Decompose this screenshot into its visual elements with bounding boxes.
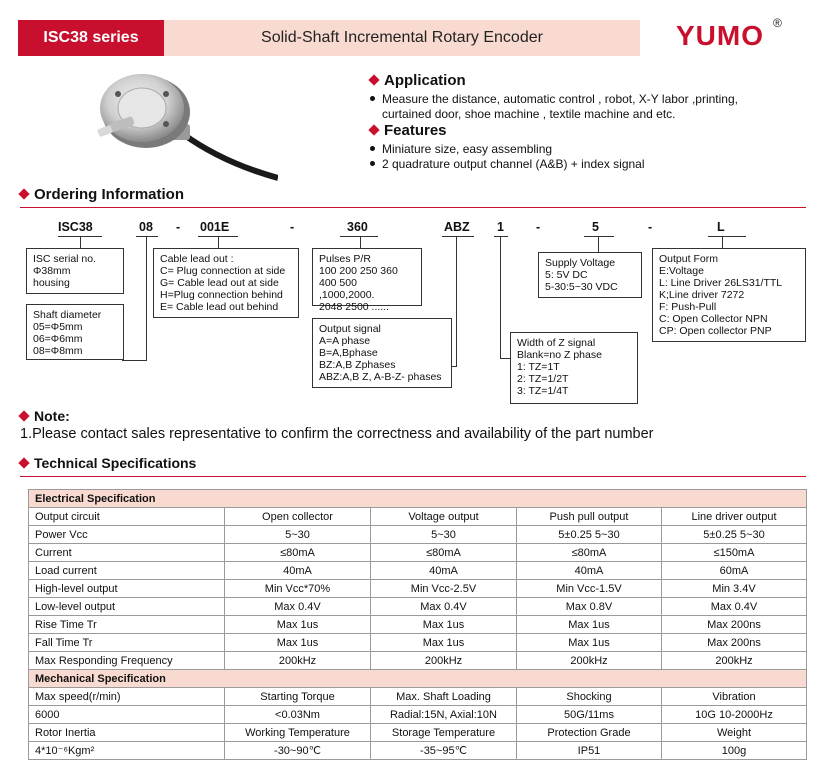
spec-value-cell: Max 0.8V [517, 598, 662, 616]
spec-value-cell: Weight [662, 724, 807, 742]
spec-label-cell: Max speed(r/min) [29, 688, 225, 706]
spec-value-cell: Max 0.4V [371, 598, 517, 616]
connector-line [494, 236, 508, 237]
page-title: Solid-Shaft Incremental Rotary Encoder [261, 29, 543, 46]
feature-item: Miniature size, easy assembling [370, 142, 552, 157]
connector-line [218, 236, 219, 248]
spec-value-cell: 200kHz [662, 652, 807, 670]
spec-label-cell: High-level output [29, 580, 225, 598]
spec-row [29, 724, 807, 742]
connector-line [500, 236, 501, 358]
cable-lead-out-box: Cable lead out : C= Plug connection at side G= Cable lead out at side H=Plug connection behind E= Cable lead out behind [153, 248, 299, 318]
spec-value-cell: -30~90℃ [225, 742, 371, 760]
connector-line [708, 236, 746, 237]
spec-value-cell: Max 200ns [662, 634, 807, 652]
code-output-signal: ABZ [444, 220, 470, 234]
connector-line [122, 360, 147, 361]
spec-value-cell: 5~30 [225, 526, 371, 544]
connector-line [598, 236, 599, 252]
tech-spec-heading: Technical Specifications [20, 455, 196, 471]
spec-row [29, 706, 807, 724]
registered-mark: ® [773, 16, 782, 30]
spec-value-cell: -35~95℃ [371, 742, 517, 760]
application-item: curtained door, shoe machine , textile machine and etc. [382, 107, 676, 121]
spec-value-cell: 5~30 [371, 526, 517, 544]
spec-label-cell: 6000 [29, 706, 225, 724]
ordering-heading: Ordering Information [20, 186, 184, 203]
spec-label-cell: 4*10⁻⁶Kgm² [29, 742, 225, 760]
section-divider [20, 207, 806, 208]
spec-row [29, 562, 807, 580]
shaft-diameter-box: Shaft diameter 05=Φ5mm 06=Φ6mm 08=Φ8mm [26, 304, 124, 360]
spec-row [29, 742, 807, 760]
spec-value-cell: 50G/11ms [517, 706, 662, 724]
code-dash: - [176, 220, 181, 234]
encoder-product-image [88, 72, 278, 184]
spec-label-cell: Max Responding Frequency [29, 652, 225, 670]
spec-value-cell: Radial:15N, Axial:10N [371, 706, 517, 724]
mechanical-section-header: Mechanical Specification [29, 670, 807, 688]
spec-value-cell: ≤150mA [662, 544, 807, 562]
spec-value-cell: Starting Torque [225, 688, 371, 706]
connector-line [442, 236, 474, 237]
spec-value-cell: 60mA [662, 562, 807, 580]
spec-value-cell: 200kHz [371, 652, 517, 670]
spec-value-cell: Max 1us [517, 616, 662, 634]
spec-row [29, 688, 807, 706]
spec-value-cell: Max 1us [225, 634, 371, 652]
spec-value-cell: Line driver output [662, 508, 807, 526]
code-dash: - [648, 220, 653, 234]
brand-logo: YUMO [676, 20, 764, 51]
spec-value-cell: ≤80mA [371, 544, 517, 562]
spec-value-cell: Max 0.4V [225, 598, 371, 616]
spec-row [29, 580, 807, 598]
spec-label-cell: Rotor Inertia [29, 724, 225, 742]
spec-value-cell: Voltage output [371, 508, 517, 526]
spec-row [29, 598, 807, 616]
spec-label-cell: Rise Time Tr [29, 616, 225, 634]
series-tag: ISC38 series [18, 20, 164, 56]
dot-bullet-icon [370, 146, 375, 151]
spec-value-cell: 200kHz [517, 652, 662, 670]
spec-value-cell: Min Vcc-2.5V [371, 580, 517, 598]
spec-value-cell: Min 3.4V [662, 580, 807, 598]
z-signal-width-box: Width of Z signal Blank=no Z phase 1: TZ=1T 2: TZ=1/2T 3: TZ=1/4T [510, 332, 638, 404]
spec-row [29, 616, 807, 634]
spec-value-cell: Max 0.4V [662, 598, 807, 616]
dot-bullet-icon [370, 161, 375, 166]
connector-line [146, 236, 147, 360]
spec-label-cell: Output circuit [29, 508, 225, 526]
connector-line [360, 236, 361, 248]
spec-value-cell: 40mA [225, 562, 371, 580]
note-heading: Note: [20, 408, 70, 424]
spec-value-cell: Max 1us [225, 616, 371, 634]
spec-row [29, 634, 807, 652]
spec-value-cell: ≤80mA [225, 544, 371, 562]
spec-value-cell: Protection Grade [517, 724, 662, 742]
spec-value-cell: ≤80mA [517, 544, 662, 562]
spec-value-cell: Max 1us [517, 634, 662, 652]
diamond-bullet-icon [368, 124, 379, 135]
supply-voltage-box: Supply Voltage 5: 5V DC 5-30:5~30 VDC [538, 252, 642, 298]
spec-value-cell: 10G 10-2000Hz [662, 706, 807, 724]
note-text: 1.Please contact sales representative to confirm the correctness and availability of the part number [20, 426, 654, 442]
connector-line [456, 236, 457, 366]
spec-row [29, 526, 807, 544]
spec-table [28, 489, 807, 760]
spec-value-cell: IP51 [517, 742, 662, 760]
connector-line [584, 236, 614, 237]
spec-label-cell: Current [29, 544, 225, 562]
electrical-section-header: Electrical Specification [29, 490, 807, 508]
spec-value-cell: <0.03Nm [225, 706, 371, 724]
spec-label-cell: Fall Time Tr [29, 634, 225, 652]
spec-value-cell: Open collector [225, 508, 371, 526]
spec-label-cell: Load current [29, 562, 225, 580]
spec-value-cell: Max 1us [371, 634, 517, 652]
connector-line [500, 358, 510, 359]
code-cable: 001E [200, 220, 230, 234]
spec-row [29, 508, 807, 526]
dot-bullet-icon [370, 96, 375, 101]
output-signal-box: Output signal A=A phase B=A,Bphase BZ:A,B Zphases ABZ:A,B Z, A-B-Z- phases [312, 318, 452, 388]
diamond-bullet-icon [18, 188, 29, 199]
spec-value-cell: 40mA [517, 562, 662, 580]
spec-value-cell: Vibration [662, 688, 807, 706]
application-item: Measure the distance, automatic control , robot, X-Y labor ,printing, [370, 92, 738, 107]
spec-value-cell: Max 1us [371, 616, 517, 634]
code-supply: 5 [592, 220, 599, 234]
spec-value-cell: Max. Shaft Loading [371, 688, 517, 706]
connector-line [452, 366, 457, 367]
connector-line [80, 236, 81, 248]
spec-value-cell: Working Temperature [225, 724, 371, 742]
code-pulses: 360 [347, 220, 368, 234]
pulses-box: Pulses P/R 100 200 250 360 400 500 ,1000,2000. 2048 2500 ...... [312, 248, 422, 306]
diamond-bullet-icon [18, 458, 29, 469]
spec-value-cell: Min Vcc-1.5V [517, 580, 662, 598]
connector-line [340, 236, 378, 237]
spec-row [29, 652, 807, 670]
connector-line [136, 236, 158, 237]
code-z-width: 1 [497, 220, 504, 234]
code-dash: - [290, 220, 295, 234]
spec-value-cell: 100g [662, 742, 807, 760]
spec-label-cell: Low-level output [29, 598, 225, 616]
serial-box: ISC serial no. Φ38mm housing [26, 248, 124, 294]
diamond-bullet-icon [18, 411, 29, 422]
spec-value-cell: Min Vcc*70% [225, 580, 371, 598]
spec-value-cell: Storage Temperature [371, 724, 517, 742]
diamond-bullet-icon [368, 74, 379, 85]
feature-item: 2 quadrature output channel (A&B) + index signal [370, 157, 645, 172]
spec-row [29, 544, 807, 562]
spec-value-cell: 5±0.25 5~30 [662, 526, 807, 544]
spec-label-cell: Power Vcc [29, 526, 225, 544]
section-divider [20, 476, 806, 477]
spec-value-cell: Max 200ns [662, 616, 807, 634]
connector-line [722, 236, 723, 248]
code-series: ISC38 [58, 220, 93, 234]
spec-value-cell: Shocking [517, 688, 662, 706]
spec-value-cell: 40mA [371, 562, 517, 580]
code-dash: - [536, 220, 541, 234]
features-heading: Features [370, 122, 447, 139]
spec-value-cell: 200kHz [225, 652, 371, 670]
spec-value-cell: Push pull output [517, 508, 662, 526]
output-form-box: Output Form E:Voltage L: Line Driver 26LS31/TTL K;Line driver 7272 F: Push-Pull C: Open Collector NPN CP: Open collector PNP [652, 248, 806, 342]
code-shaft: 08 [139, 220, 153, 234]
code-output-form: L [717, 220, 725, 234]
application-heading: Application [370, 72, 466, 89]
spec-value-cell: 5±0.25 5~30 [517, 526, 662, 544]
